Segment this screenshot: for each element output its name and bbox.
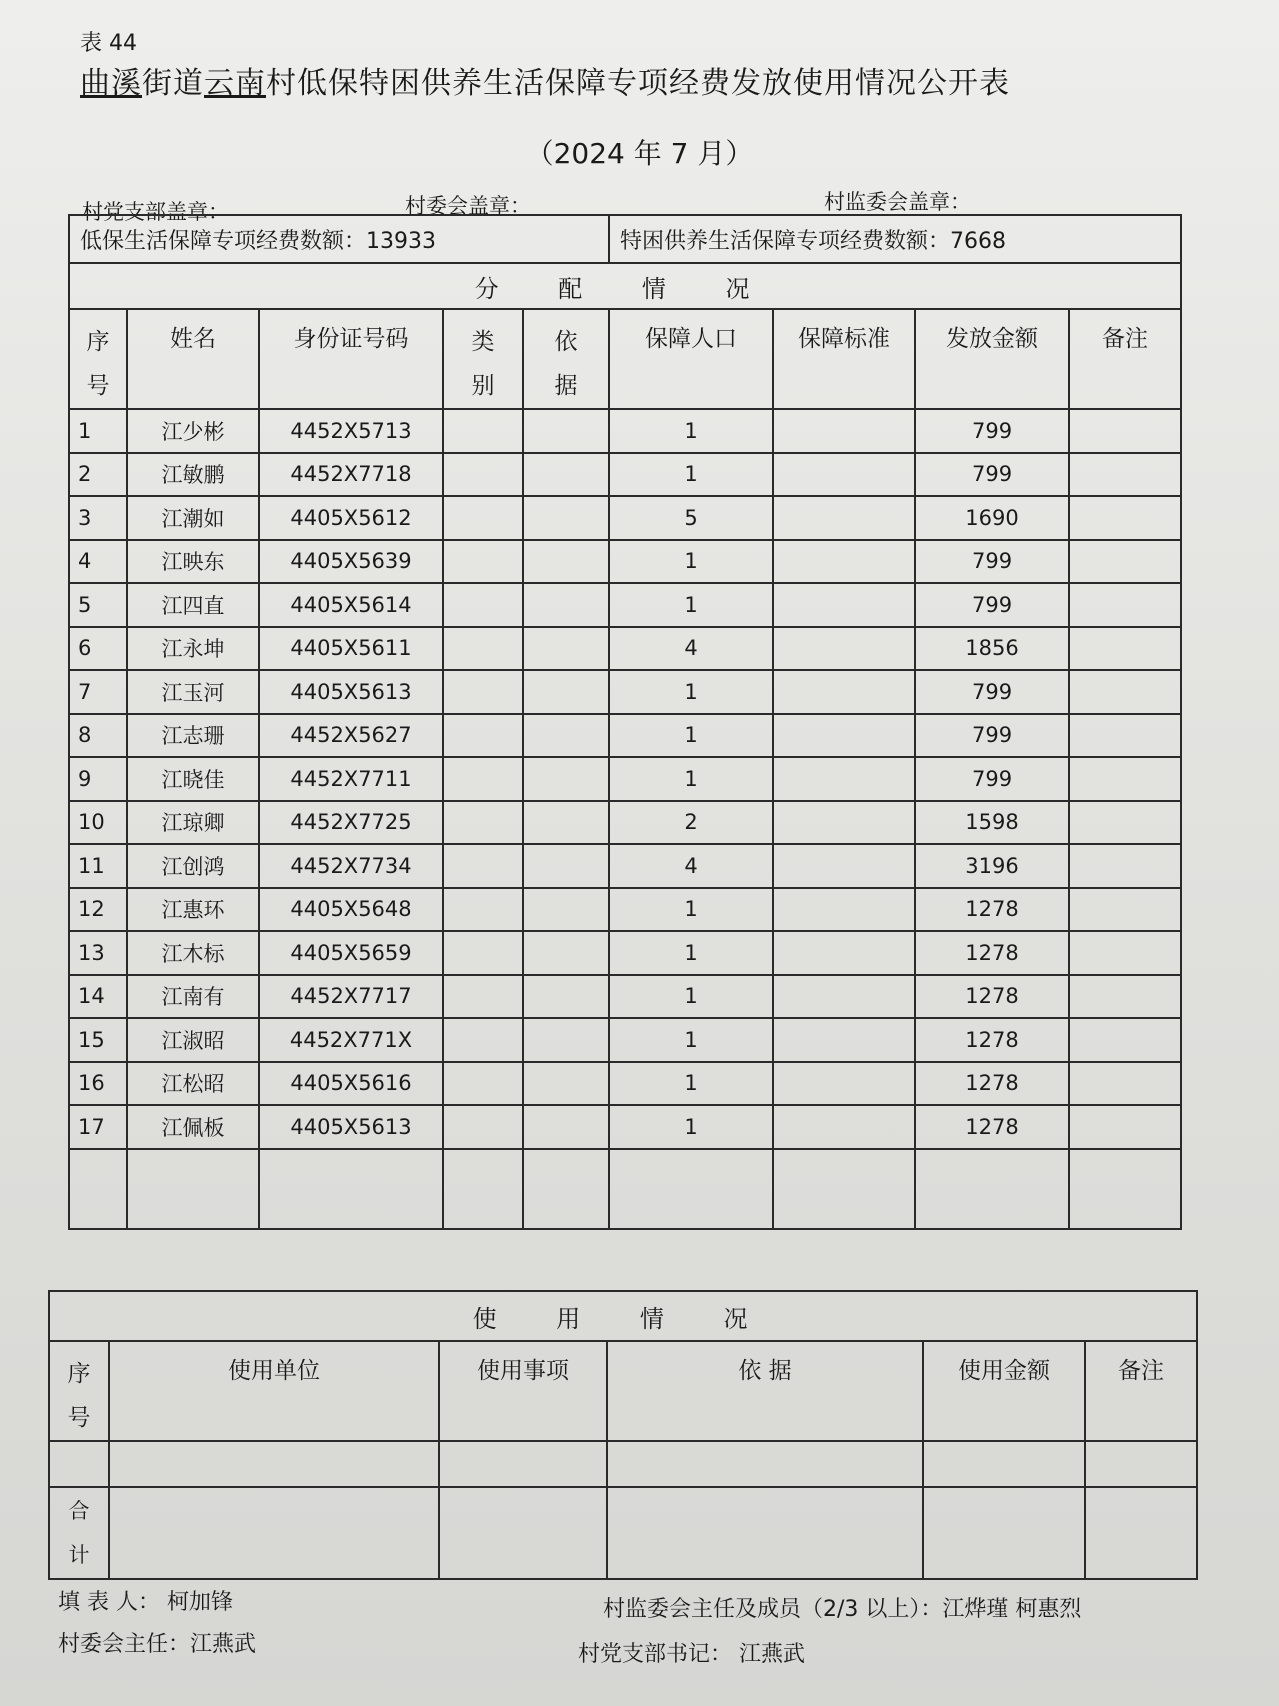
row-seq: 9 — [69, 757, 127, 801]
row-amount: 1278 — [915, 1105, 1069, 1149]
row-seq: 7 — [69, 670, 127, 714]
row-amount: 799 — [915, 757, 1069, 801]
usage-col-seq — [49, 1341, 109, 1441]
distribution-heading: 分 配 情 况 — [69, 263, 1181, 309]
col-header-basis-text: 依据 — [554, 329, 578, 399]
row-standard — [773, 1062, 915, 1106]
row-people: 5 — [609, 496, 773, 540]
row-id-number: 4405X5614 — [259, 583, 443, 627]
row-seq: 16 — [69, 1062, 127, 1106]
row-id-number: 4452X7717 — [259, 975, 443, 1019]
row-people: 1 — [609, 670, 773, 714]
row-basis — [523, 670, 609, 714]
row-name: 江敏鹏 — [127, 453, 259, 497]
usage-col-seq-text: 序号 — [67, 1361, 91, 1431]
row-amount: 799 — [915, 714, 1069, 758]
distribution-table — [68, 214, 1182, 1230]
supervision-members: 村监委会主任及成员（2/3 以上）：江烨瑾 柯惠烈 — [603, 1597, 1082, 1622]
row-basis — [523, 496, 609, 540]
row-name: 江映东 — [127, 540, 259, 584]
row-id-number: 4452X771X — [259, 1018, 443, 1062]
row-basis — [523, 757, 609, 801]
row-category — [443, 844, 523, 888]
row-remark — [1069, 801, 1181, 845]
table-row — [69, 1062, 1181, 1106]
row-remark — [1069, 627, 1181, 671]
row-remark — [1069, 583, 1181, 627]
row-amount: 1278 — [915, 975, 1069, 1019]
title-village: 云南 — [204, 66, 266, 101]
row-seq: 5 — [69, 583, 127, 627]
form-filler: 填 表 人： 柯加锋 — [58, 1590, 233, 1615]
table-row — [69, 931, 1181, 975]
row-basis — [523, 409, 609, 453]
row-remark — [1069, 975, 1181, 1019]
table-row — [69, 1018, 1181, 1062]
table-number: 表 44 — [80, 31, 137, 56]
document-title — [80, 58, 1010, 102]
row-remark — [1069, 1062, 1181, 1106]
row-basis — [523, 931, 609, 975]
row-standard — [773, 975, 915, 1019]
row-category — [443, 409, 523, 453]
row-name: 江佩板 — [127, 1105, 259, 1149]
row-seq: 11 — [69, 844, 127, 888]
row-basis — [523, 583, 609, 627]
row-category — [443, 627, 523, 671]
table-row — [69, 801, 1181, 845]
row-name: 江潮如 — [127, 496, 259, 540]
row-seq: 6 — [69, 627, 127, 671]
row-remark — [1069, 757, 1181, 801]
row-people: 4 — [609, 844, 773, 888]
row-id-number: 4452X7711 — [259, 757, 443, 801]
row-category — [443, 801, 523, 845]
row-category — [443, 453, 523, 497]
row-standard — [773, 1018, 915, 1062]
table-row — [69, 583, 1181, 627]
supervision-stamp-label: 村监委会盖章： — [824, 190, 971, 214]
row-name: 江晓佳 — [127, 757, 259, 801]
row-name: 江四直 — [127, 583, 259, 627]
document-period: （2024 年 7 月） — [525, 137, 754, 170]
usage-col-remark: 备注 — [1085, 1341, 1197, 1441]
row-id-number: 4405X5659 — [259, 931, 443, 975]
col-header-amount: 发放金额 — [915, 309, 1069, 409]
row-standard — [773, 714, 915, 758]
row-people: 1 — [609, 931, 773, 975]
row-people: 4 — [609, 627, 773, 671]
table-row — [69, 1105, 1181, 1149]
row-basis — [523, 1062, 609, 1106]
row-standard — [773, 583, 915, 627]
row-category — [443, 888, 523, 932]
row-remark — [1069, 931, 1181, 975]
row-id-number: 4405X5616 — [259, 1062, 443, 1106]
row-basis — [523, 714, 609, 758]
distribution-rows — [69, 409, 1181, 1149]
row-standard — [773, 496, 915, 540]
row-seq: 4 — [69, 540, 127, 584]
row-name: 江创鸿 — [127, 844, 259, 888]
row-people: 2 — [609, 801, 773, 845]
row-basis — [523, 627, 609, 671]
row-remark — [1069, 496, 1181, 540]
row-remark — [1069, 540, 1181, 584]
row-standard — [773, 931, 915, 975]
row-category — [443, 540, 523, 584]
row-category — [443, 1062, 523, 1106]
row-standard — [773, 844, 915, 888]
row-basis — [523, 540, 609, 584]
row-standard — [773, 1105, 915, 1149]
table-row — [69, 540, 1181, 584]
row-seq: 1 — [69, 409, 127, 453]
title-town: 曲溪 — [80, 66, 142, 101]
row-standard — [773, 757, 915, 801]
row-people: 1 — [609, 453, 773, 497]
row-people: 1 — [609, 1062, 773, 1106]
row-seq: 10 — [69, 801, 127, 845]
row-amount: 1278 — [915, 888, 1069, 932]
committee-director: 村委会主任：江燕武 — [58, 1632, 257, 1657]
row-amount: 1856 — [915, 627, 1069, 671]
row-category — [443, 583, 523, 627]
row-standard — [773, 801, 915, 845]
row-seq: 12 — [69, 888, 127, 932]
row-id-number: 4452X7718 — [259, 453, 443, 497]
row-basis — [523, 1018, 609, 1062]
row-category — [443, 1018, 523, 1062]
row-category — [443, 496, 523, 540]
row-amount: 1598 — [915, 801, 1069, 845]
usage-table — [48, 1290, 1198, 1580]
row-seq: 15 — [69, 1018, 127, 1062]
row-people: 1 — [609, 583, 773, 627]
row-category — [443, 931, 523, 975]
table-row — [69, 714, 1181, 758]
dibao-fund-amount: 低保生活保障专项经费数额：13933 — [69, 215, 609, 263]
row-name: 江志珊 — [127, 714, 259, 758]
row-basis — [523, 888, 609, 932]
row-remark — [1069, 714, 1181, 758]
row-name: 江玉河 — [127, 670, 259, 714]
row-basis — [523, 844, 609, 888]
col-header-category — [443, 309, 523, 409]
row-amount: 1278 — [915, 1018, 1069, 1062]
table-row — [69, 453, 1181, 497]
row-remark — [1069, 1105, 1181, 1149]
col-header-name: 姓名 — [127, 309, 259, 409]
row-amount: 1690 — [915, 496, 1069, 540]
row-people: 1 — [609, 975, 773, 1019]
row-remark — [1069, 670, 1181, 714]
row-amount: 3196 — [915, 844, 1069, 888]
table-row — [69, 757, 1181, 801]
row-seq: 3 — [69, 496, 127, 540]
row-remark — [1069, 1018, 1181, 1062]
row-people: 1 — [609, 540, 773, 584]
row-name: 江淑昭 — [127, 1018, 259, 1062]
col-header-category-text: 类别 — [471, 329, 495, 399]
row-standard — [773, 670, 915, 714]
title-rest: 村低保特困供养生活保障专项经费发放使用情况公开表 — [266, 66, 1010, 101]
row-remark — [1069, 453, 1181, 497]
row-name: 江木标 — [127, 931, 259, 975]
row-name: 江松昭 — [127, 1062, 259, 1106]
row-remark — [1069, 888, 1181, 932]
tekun-fund-amount: 特困供养生活保障专项经费数额：7668 — [609, 215, 1181, 263]
row-basis — [523, 801, 609, 845]
row-id-number: 4405X5613 — [259, 1105, 443, 1149]
distribution-empty-row — [69, 1149, 1181, 1229]
row-amount: 799 — [915, 540, 1069, 584]
row-category — [443, 975, 523, 1019]
row-name: 江南有 — [127, 975, 259, 1019]
col-header-id: 身份证号码 — [259, 309, 443, 409]
row-people: 1 — [609, 409, 773, 453]
usage-col-amount: 使用金额 — [923, 1341, 1085, 1441]
row-remark — [1069, 409, 1181, 453]
row-amount: 799 — [915, 409, 1069, 453]
row-people: 1 — [609, 757, 773, 801]
row-seq: 8 — [69, 714, 127, 758]
row-amount: 799 — [915, 453, 1069, 497]
row-id-number: 4405X5648 — [259, 888, 443, 932]
row-category — [443, 1105, 523, 1149]
usage-col-unit: 使用单位 — [109, 1341, 439, 1441]
row-people: 1 — [609, 1018, 773, 1062]
row-standard — [773, 453, 915, 497]
row-remark — [1069, 844, 1181, 888]
row-id-number: 4452X7725 — [259, 801, 443, 845]
row-standard — [773, 409, 915, 453]
row-seq: 13 — [69, 931, 127, 975]
row-id-number: 4405X5612 — [259, 496, 443, 540]
row-id-number: 4405X5611 — [259, 627, 443, 671]
row-amount: 799 — [915, 583, 1069, 627]
row-category — [443, 757, 523, 801]
row-name: 江少彬 — [127, 409, 259, 453]
row-people: 1 — [609, 888, 773, 932]
row-name: 江永坤 — [127, 627, 259, 671]
row-name: 江琼卿 — [127, 801, 259, 845]
row-basis — [523, 1105, 609, 1149]
row-id-number: 4405X5613 — [259, 670, 443, 714]
row-people: 1 — [609, 1105, 773, 1149]
col-header-people: 保障人口 — [609, 309, 773, 409]
row-standard — [773, 627, 915, 671]
row-amount: 1278 — [915, 1062, 1069, 1106]
row-standard — [773, 540, 915, 584]
usage-total-label — [49, 1487, 109, 1579]
committee-stamp-label: 村委会盖章： — [405, 194, 531, 218]
title-street: 街道 — [142, 66, 204, 101]
row-basis — [523, 453, 609, 497]
row-amount: 1278 — [915, 931, 1069, 975]
col-header-seq-text: 序号 — [86, 329, 110, 399]
row-seq: 17 — [69, 1105, 127, 1149]
table-row — [69, 844, 1181, 888]
row-seq: 2 — [69, 453, 127, 497]
row-people: 1 — [609, 714, 773, 758]
col-header-basis — [523, 309, 609, 409]
usage-heading: 使 用 情 况 — [49, 1291, 1197, 1341]
usage-total-row — [49, 1487, 1197, 1579]
row-id-number: 4452X5627 — [259, 714, 443, 758]
col-header-remark: 备注 — [1069, 309, 1181, 409]
party-stamp-label: 村党支部盖章： — [82, 200, 229, 224]
party-secretary: 村党支部书记： 江燕武 — [578, 1642, 805, 1667]
table-row — [69, 496, 1181, 540]
table-row — [69, 670, 1181, 714]
row-basis — [523, 975, 609, 1019]
row-name: 江惠环 — [127, 888, 259, 932]
row-id-number: 4452X7734 — [259, 844, 443, 888]
table-row — [69, 627, 1181, 671]
col-header-seq — [69, 309, 127, 409]
table-row — [69, 975, 1181, 1019]
row-id-number: 4405X5639 — [259, 540, 443, 584]
table-row — [69, 409, 1181, 453]
row-id-number: 4452X5713 — [259, 409, 443, 453]
row-category — [443, 714, 523, 758]
col-header-standard: 保障标准 — [773, 309, 915, 409]
row-amount: 799 — [915, 670, 1069, 714]
row-category — [443, 670, 523, 714]
usage-empty-row — [49, 1441, 1197, 1487]
table-row — [69, 888, 1181, 932]
row-seq: 14 — [69, 975, 127, 1019]
usage-col-basis: 依 据 — [607, 1341, 923, 1441]
usage-total-label-text: 合计 — [68, 1499, 90, 1567]
row-standard — [773, 888, 915, 932]
usage-col-item: 使用事项 — [439, 1341, 607, 1441]
